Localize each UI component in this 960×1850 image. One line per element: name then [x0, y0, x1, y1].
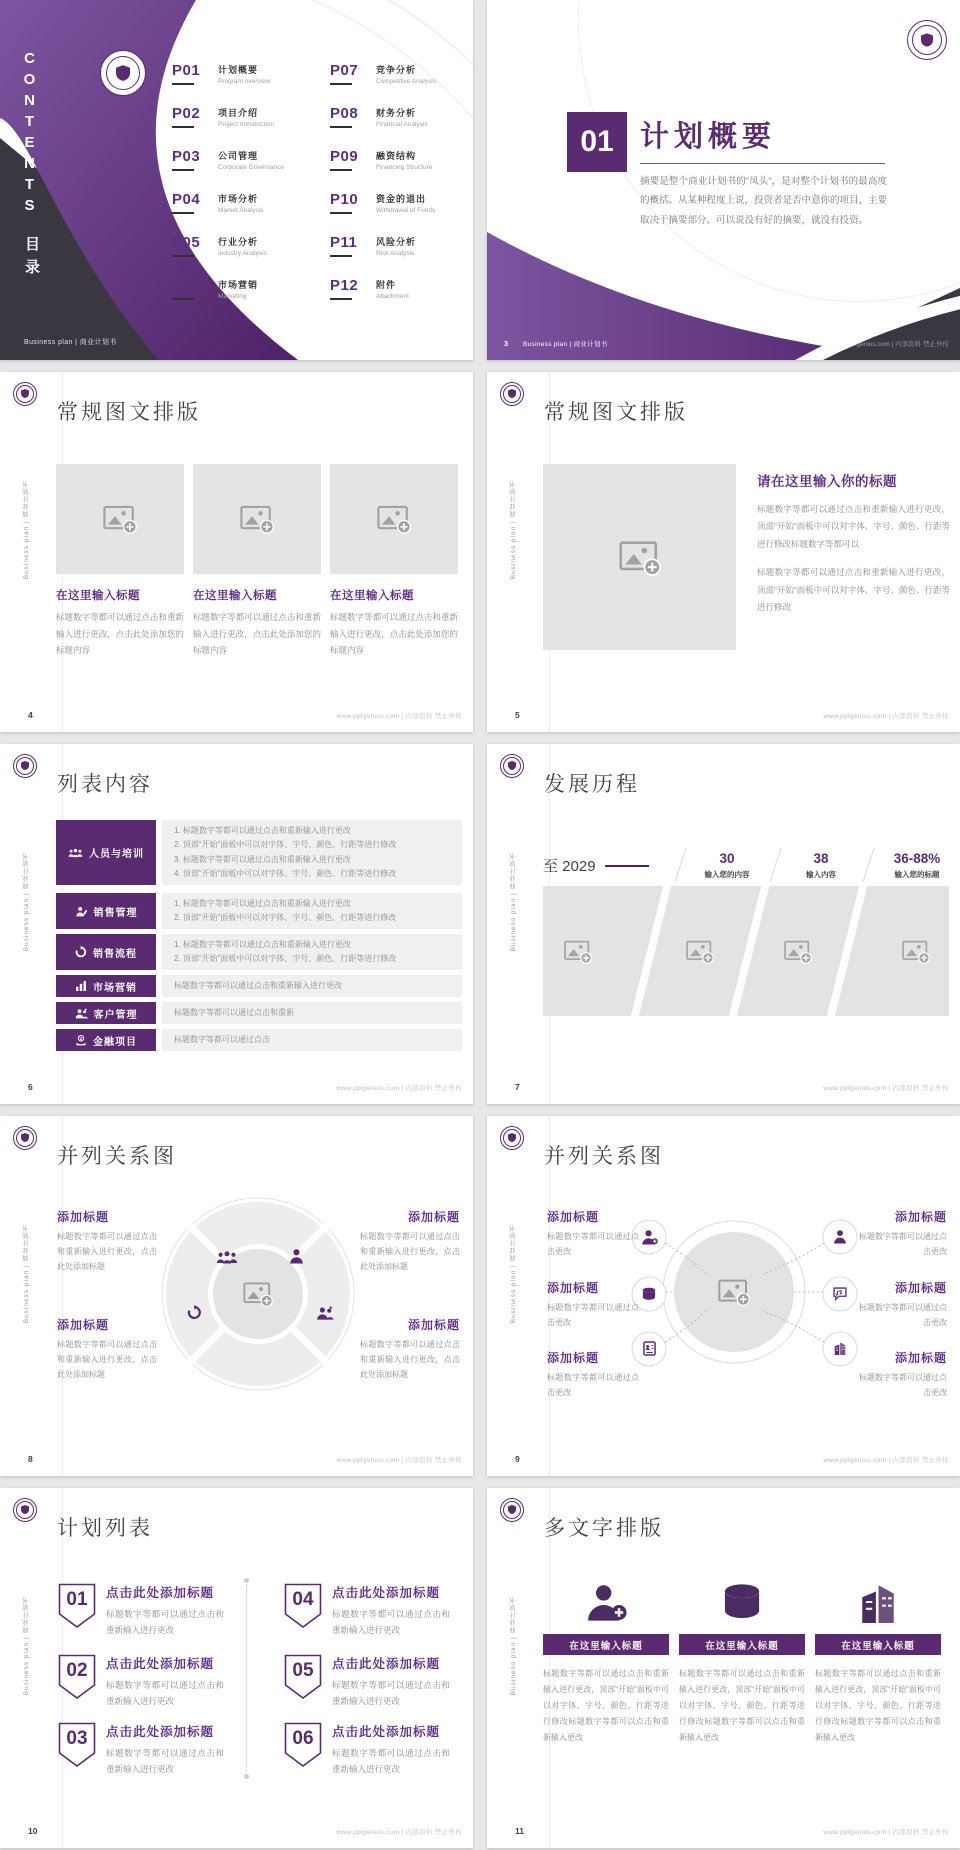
- side-label: Business plan | 商业计划书: [23, 1596, 30, 1696]
- footer-site: www.pptgenius.com | 内部资料 禁止外传: [336, 1085, 462, 1092]
- category-label: 销售管理: [93, 907, 138, 919]
- logo-icon: [13, 382, 37, 406]
- person-plus-icon: [585, 1582, 627, 1622]
- plan-body: 标题数字等都可以通过点击和重新输入进行更改: [106, 1609, 224, 1636]
- slide-title: 常规图文排版: [544, 401, 688, 424]
- plan-body: 标题数字等都可以通过点击和重新输入进行更改: [106, 1680, 224, 1707]
- image-placeholder[interactable]: [193, 464, 321, 574]
- toc-title-en: Corporate Governance: [218, 164, 285, 171]
- text-block: [757, 470, 950, 617]
- toc-item[interactable]: [172, 235, 322, 257]
- slide-plan-list[interactable]: [0, 1488, 473, 1848]
- toc-title-cn: 市场营销: [218, 280, 259, 290]
- side-label: Business plan | 商业计划书: [510, 852, 517, 952]
- list-row: [56, 1029, 462, 1051]
- relation-block: [547, 1208, 639, 1260]
- logo-icon: [13, 1498, 37, 1522]
- column-body: 标题数字等都可以通过点击和重新输入进行更改，顶部“开始”面板中可以对字体、字号、颜色、行距等进行修改标题数字等都可以点击和重新输入更改: [543, 1669, 669, 1742]
- toc-item[interactable]: [330, 192, 473, 214]
- page-number: 4: [28, 710, 33, 720]
- toc-title-cn: 市场分析: [218, 194, 259, 204]
- footer-site: www.pptgenius.com | 内部资料 禁止外传: [336, 713, 462, 720]
- slide-title: 并列关系图: [544, 1145, 664, 1168]
- slide-contents[interactable]: [0, 0, 473, 360]
- contents-vertical-title: CONTENTS: [21, 50, 38, 218]
- plan-heading: 点击此处添加标题: [106, 1657, 215, 1671]
- list-line: 1. 标题数字等都可以通过点击和重新输入进行更改: [174, 898, 351, 908]
- bar-chart-icon: [75, 981, 87, 991]
- block-body: 标题数字等都可以通过点击和重新输入进行更改，点击此处添加标题: [57, 1232, 157, 1271]
- plan-number: 03: [66, 1728, 88, 1749]
- logo-icon: [500, 1498, 524, 1522]
- block-paragraph: 标题数字等都可以通过点击和重新输入进行更改，顶部“开始”面板中可以对字体、字号、颜色、行距等进行修改: [757, 567, 950, 613]
- plan-item: [284, 1722, 450, 1777]
- list-row: [56, 1002, 462, 1024]
- column-body: 标题数字等都可以通过点击和重新输入进行更改，点击此处添加您的标题内容: [193, 612, 321, 656]
- bottom-swoosh-decoration: [487, 0, 960, 360]
- toc-title-cn: 项目介绍: [218, 108, 259, 118]
- page-number: 9: [515, 1454, 520, 1464]
- block-heading: 添加标题: [894, 1281, 947, 1295]
- page-number: 5: [515, 710, 520, 720]
- slide-title: 常规图文排版: [57, 401, 201, 424]
- toc-title-cn: 公司管理: [218, 151, 259, 161]
- block-heading: 添加标题: [547, 1281, 600, 1295]
- footer-site: www.pptgenius.com | 内部资料 禁止外传: [832, 341, 949, 348]
- toc-item[interactable]: [330, 235, 473, 257]
- toc-title-en: Industry Analysis: [218, 250, 267, 257]
- block-body: 标题数字等都可以通过点击和重新输入进行更改，点击此处添加标题: [360, 1232, 460, 1271]
- list-lines: [162, 934, 462, 970]
- relation-block: [360, 1208, 460, 1274]
- shield-icon: [116, 65, 130, 81]
- list-line: 3. 标题数字等都可以通过点击和重新输入进行更改: [174, 854, 351, 864]
- shield-icon: [21, 761, 29, 770]
- toc-title-en: Project Introduction: [218, 121, 275, 128]
- category-label: 金融项目: [93, 1036, 137, 1048]
- year-dash: [605, 865, 649, 867]
- plan-body: 标题数字等都可以通过点击和重新输入进行更改: [332, 1748, 450, 1775]
- toc-item[interactable]: [172, 106, 322, 128]
- process-cycle-icon: [75, 946, 87, 958]
- image-text-column: [193, 464, 321, 659]
- shield-icon: [508, 1505, 516, 1514]
- toc-underline: [330, 126, 352, 128]
- relation-block: [360, 1316, 460, 1382]
- block-body: 标题数字等都可以通过点击更改: [859, 1373, 947, 1397]
- category-label: 市场营销: [93, 982, 137, 994]
- list-line: 2. 顶部“开始”面板中可以对字体、字号、颜色、行距等进行修改: [174, 954, 397, 963]
- toc-title-cn: 融资结构: [376, 151, 417, 161]
- list-category[interactable]: [56, 893, 156, 929]
- image-placeholder-icon: [902, 939, 930, 964]
- building-icon: [857, 1581, 899, 1623]
- list-category[interactable]: [56, 1029, 156, 1051]
- list-line: 标题数字等都可以通过点击: [174, 1034, 270, 1044]
- column-heading: 在这里输入标题: [330, 590, 414, 602]
- list-category[interactable]: [56, 1002, 156, 1024]
- list-row: [56, 820, 462, 885]
- toc-item[interactable]: [172, 149, 322, 171]
- toc-underline: [172, 83, 194, 85]
- toc-number: P02: [172, 105, 201, 122]
- block-heading: 请在这里输入你的标题: [757, 474, 897, 489]
- toc-title-cn: 竞争分析: [376, 65, 417, 75]
- chapter-title: 计划概要: [640, 121, 777, 153]
- plan-number: 04: [292, 1589, 314, 1610]
- toc-underline: [172, 255, 194, 257]
- image-text-column: [330, 464, 458, 659]
- footer-site: www.pptgenius.com | 内部资料 禁止外传: [823, 1457, 949, 1464]
- toc-title-en: Attachment: [376, 293, 409, 300]
- toc-number: P12: [330, 277, 359, 294]
- relation-block: [57, 1208, 157, 1274]
- timeline-image-band: [543, 886, 949, 1016]
- list-row: [56, 975, 462, 997]
- toc-title-en: Withdrawal of Funds: [376, 207, 436, 214]
- relation-block: [855, 1208, 947, 1260]
- timeline-stat: [685, 851, 769, 880]
- column-body: 标题数字等都可以通过点击和重新输入进行更改，点击此处添加您的标题内容: [56, 612, 184, 656]
- page-number: 10: [28, 1826, 38, 1836]
- cover-swoosh-decoration: [0, 0, 473, 360]
- list-lines: [162, 820, 462, 885]
- toc-title-cn: 风险分析: [376, 237, 417, 247]
- chapter-summary: 摘要是整个商业计划书的“凤头”，是对整个计划书的最高度的概括。从某种程度上说，投资者是否中意你的项目，主要取决于摘要部分。可以说没有好的摘要，就没有投资。: [640, 176, 888, 226]
- toc-title-cn: 计划概要: [218, 65, 259, 75]
- column-header-bar: 在这里输入标题: [679, 1634, 805, 1655]
- toc-item[interactable]: [172, 63, 322, 85]
- list-category[interactable]: [56, 975, 156, 997]
- plan-item: [284, 1654, 450, 1709]
- cover-footer-brand: Business plan | 商业计划书: [24, 339, 117, 346]
- logo-icon: [500, 754, 524, 778]
- image-placeholder-icon: [240, 504, 274, 534]
- slide-development-history[interactable]: [487, 744, 960, 1104]
- shield-icon: [508, 389, 516, 398]
- block-body: 标题数字等都可以通过点击更改: [859, 1232, 947, 1256]
- block-paragraph: 标题数字等都可以通过点击和重新输入进行更改，顶部“开始”面板中可以对字体、字号、颜色、行距等进行修改标题数字等都可以: [757, 504, 950, 549]
- block-body: 标题数字等都可以通过点击更改: [547, 1373, 639, 1397]
- block-body: 标题数字等都可以通过点击更改: [859, 1303, 947, 1327]
- slide-section-header[interactable]: [487, 0, 960, 360]
- page-number: 11: [515, 1826, 524, 1836]
- text-column: [815, 1576, 941, 1746]
- divider-dot: [244, 1774, 249, 1779]
- toc-title-en: Competitive Analysis: [376, 78, 436, 85]
- list-line: 4. 顶部“开始”面板中可以对字体、字号、颜色、行距等进行修改: [174, 868, 397, 878]
- text-column: [679, 1576, 805, 1746]
- block-body: 标题数字等都可以通过点击和重新输入进行更改，点击此处添加标题: [360, 1340, 460, 1379]
- image-placeholder-icon: [103, 504, 137, 534]
- plan-item: [58, 1654, 224, 1709]
- logo-icon: [500, 382, 524, 406]
- block-body: 标题数字等都可以通过点击更改: [547, 1303, 639, 1327]
- slide-image-text-3col[interactable]: [0, 372, 473, 732]
- stat-value: 38: [813, 851, 829, 866]
- toc-title-en: Risk Analysis: [376, 250, 415, 257]
- finance-icon: [75, 1035, 87, 1046]
- stat-value: 36-88%: [893, 851, 941, 866]
- toc-number: P10: [330, 191, 359, 208]
- toc-title-cn: 财务分析: [376, 108, 417, 118]
- ring-diagram: [0, 1116, 473, 1476]
- timeline-year: [543, 855, 649, 876]
- relation-block: [855, 1349, 947, 1401]
- stat-label: 输入您的标题: [894, 870, 940, 879]
- toc-item[interactable]: [330, 149, 473, 171]
- plan-number: 01: [66, 1589, 88, 1610]
- toc-title-en: Program overview: [218, 78, 271, 85]
- list-line: 2. 顶部“开始”面板中可以对字体、字号、颜色、行距等进行修改: [174, 840, 397, 850]
- toc-title-en: Marketing: [218, 293, 247, 300]
- image-text-column: [56, 464, 184, 659]
- logo-icon: [13, 754, 37, 778]
- toc-number: P01: [172, 62, 201, 79]
- column-heading: 在这里输入标题: [193, 590, 277, 602]
- relation-block: [57, 1316, 157, 1382]
- toc-item[interactable]: [172, 192, 322, 214]
- block-heading: 添加标题: [547, 1210, 600, 1224]
- block-heading: 添加标题: [407, 1210, 460, 1224]
- image-placeholder[interactable]: [330, 464, 458, 574]
- plan-heading: 点击此处添加标题: [106, 1586, 215, 1600]
- relation-block: [547, 1279, 639, 1331]
- plan-heading: 点击此处添加标题: [332, 1586, 441, 1600]
- contents-vertical-subtitle: 目录: [23, 236, 40, 282]
- shield-icon: [21, 389, 29, 398]
- toc-item[interactable]: [172, 278, 322, 300]
- toc-title-cn: 附件: [376, 280, 397, 290]
- plan-heading: 点击此处添加标题: [332, 1657, 441, 1671]
- toc-number: P07: [330, 62, 359, 79]
- side-label: Business plan | 商业计划书: [23, 480, 30, 580]
- plan-body: 标题数字等都可以通过点击和重新输入进行更改: [106, 1748, 224, 1775]
- footer-site: www.pptgenius.com | 内部资料 禁止外传: [823, 1085, 949, 1092]
- slide-parallel-relation-ring[interactable]: [0, 1116, 473, 1476]
- plan-number: 05: [292, 1660, 314, 1681]
- toc-item[interactable]: [330, 106, 473, 128]
- stat-label: 输入内容: [806, 870, 836, 879]
- timeline-stat: [779, 851, 863, 880]
- footer-site: www.pptgenius.com | 内部资料 禁止外传: [823, 713, 949, 720]
- list-category[interactable]: [56, 934, 156, 970]
- plan-heading: 点击此处添加标题: [332, 1725, 441, 1739]
- toc-underline: [330, 298, 352, 300]
- toc-number: P05: [172, 234, 201, 251]
- block-body: 标题数字等都可以通过点击更改: [547, 1232, 639, 1256]
- category-label: 客户管理: [93, 1009, 138, 1021]
- image-placeholder[interactable]: [543, 464, 736, 650]
- relation-block: [547, 1349, 639, 1401]
- stat-divider: [862, 848, 874, 883]
- footer-site: www.pptgenius.com | 内部资料 禁止外传: [823, 1829, 949, 1836]
- column-header-bar: 在这里输入标题: [815, 1634, 941, 1655]
- toc-underline: [172, 126, 194, 128]
- shield-icon: [21, 1505, 29, 1514]
- toc-underline: [172, 298, 194, 300]
- footer-brand: Business plan | 商业计划书: [523, 341, 608, 348]
- toc-underline: [330, 255, 352, 257]
- column-body: 标题数字等都可以通过点击和重新输入进行更改，顶部“开始”面板中可以对字体、字号、颜色、行距等进行修改标题数字等都可以点击和重新输入更改: [679, 1669, 805, 1742]
- toc-number: P03: [172, 148, 201, 165]
- block-body: 标题数字等都可以通过点击和重新输入进行更改，点击此处添加标题: [57, 1340, 157, 1379]
- plan-item: [284, 1583, 450, 1638]
- chapter-number: 01: [567, 112, 627, 172]
- toc-title-en: Market Analysis: [218, 207, 264, 214]
- slide-title: 发展历程: [544, 773, 640, 796]
- block-heading: 添加标题: [894, 1210, 947, 1224]
- block-heading: 添加标题: [894, 1351, 947, 1365]
- plan-number: 06: [292, 1728, 314, 1749]
- toc-number: P11: [330, 234, 358, 251]
- block-heading: 添加标题: [57, 1318, 110, 1332]
- stat-label: 输入您的内容: [704, 870, 750, 879]
- toc-underline: [330, 212, 352, 214]
- stat-value: 30: [719, 851, 735, 866]
- toc-title-en: Financial Analysis: [376, 121, 428, 128]
- slide-parallel-relation-satellite[interactable]: [487, 1116, 960, 1476]
- relation-block: [855, 1279, 947, 1331]
- list-line: 标题数字等都可以通过点击和重新输入进行更改: [174, 980, 342, 990]
- toc-title-cn: 资金的退出: [376, 194, 427, 204]
- toc-item[interactable]: [330, 278, 473, 300]
- toc-item[interactable]: [330, 63, 473, 85]
- side-label: Business plan | 商业计划书: [510, 1596, 517, 1696]
- plan-number: 02: [66, 1660, 88, 1681]
- slide-title: 并列关系图: [57, 1145, 177, 1168]
- category-label: 人员与培训: [89, 849, 144, 860]
- toc-underline: [172, 169, 194, 171]
- slide-multi-text[interactable]: [487, 1488, 960, 1848]
- column-heading: 在这里输入标题: [56, 590, 140, 602]
- list-lines: [162, 1029, 462, 1051]
- block-heading: 添加标题: [547, 1351, 600, 1365]
- image-placeholder-icon: [784, 939, 812, 964]
- side-label: Business plan | 商业计划书: [510, 480, 517, 580]
- toc-number: P09: [330, 148, 359, 165]
- list-line: 1. 标题数字等都可以通过点击和重新输入进行更改: [174, 939, 351, 949]
- page-number: 3: [504, 339, 509, 348]
- text-column: [543, 1576, 669, 1746]
- column-body: 标题数字等都可以通过点击和重新输入进行更改，顶部“开始”面板中可以对字体、字号、颜色、行距等进行修改标题数字等都可以点击和重新输入更改: [815, 1669, 941, 1742]
- list-line: 1. 标题数字等都可以通过点击和重新输入进行更改: [174, 825, 351, 835]
- image-placeholder-icon: [564, 939, 592, 964]
- shield-icon: [508, 761, 516, 770]
- page-number: 8: [28, 1454, 33, 1464]
- slide-title: 列表内容: [57, 773, 153, 796]
- image-placeholder-icon: [619, 539, 661, 576]
- column-header-bar: 在这里输入标题: [543, 1634, 669, 1655]
- side-label: Business plan | 商业计划书: [510, 1224, 517, 1324]
- list-lines: [162, 1002, 462, 1024]
- footer-site: www.pptgenius.com | 内部资料 禁止外传: [336, 1457, 462, 1464]
- divider-dot: [244, 1578, 249, 1583]
- plan-body: 标题数字等都可以通过点击和重新输入进行更改: [332, 1609, 450, 1636]
- plan-item: [58, 1583, 224, 1638]
- image-placeholder-icon: [377, 504, 411, 534]
- list-line: 2. 顶部“开始”面板中可以对字体、字号、颜色、行距等进行修改: [174, 913, 397, 922]
- list-line: 标题数字等都可以通过点击和重新: [174, 1007, 294, 1017]
- side-label: Business plan | 商业计划书: [23, 852, 30, 952]
- slide-title: 计划列表: [57, 1517, 153, 1540]
- toc-title-en: Financing Structure: [376, 164, 433, 171]
- block-heading: 添加标题: [407, 1318, 460, 1332]
- salesperson-icon: [75, 906, 88, 917]
- plan-body: 标题数字等都可以通过点击和重新输入进行更改: [332, 1680, 450, 1707]
- logo-icon: [100, 50, 146, 96]
- toc-underline: [172, 212, 194, 214]
- list-category[interactable]: [56, 820, 156, 885]
- page-number: 7: [515, 1082, 520, 1092]
- slide-list-content[interactable]: [0, 744, 473, 1104]
- plan-heading: 点击此处添加标题: [106, 1725, 215, 1739]
- side-label: Business plan | 商业计划书: [23, 1224, 30, 1324]
- plan-item: [58, 1722, 224, 1777]
- page-number: 6: [28, 1082, 33, 1092]
- list-lines: [162, 893, 462, 929]
- toc-number: P04: [172, 191, 201, 208]
- logo-inner-ring: [106, 56, 141, 91]
- toc-title-cn: 行业分析: [218, 237, 259, 247]
- footer-site: www.pptgenius.com | 内部资料 禁止外传: [336, 1829, 462, 1836]
- list-lines: [162, 975, 462, 997]
- column-body: 标题数字等都可以通过点击和重新输入进行更改，点击此处添加您的标题内容: [330, 612, 458, 656]
- database-icon: [720, 1582, 764, 1622]
- timeline-stat: [875, 851, 959, 880]
- image-placeholder[interactable]: [56, 464, 184, 574]
- toc-number: P08: [330, 105, 359, 122]
- list-row: [56, 934, 462, 970]
- toc-underline: [330, 83, 352, 85]
- team-icon: [68, 848, 83, 858]
- category-label: 销售流程: [93, 948, 137, 960]
- center-dotted-divider: [246, 1584, 247, 1772]
- slide-image-text-1col[interactable]: [487, 372, 960, 732]
- list-row: [56, 893, 462, 929]
- customers-icon: [75, 1008, 88, 1019]
- block-heading: 添加标题: [57, 1210, 110, 1224]
- toc-underline: [330, 169, 352, 171]
- slide-title: 多文字排版: [544, 1517, 664, 1540]
- image-placeholder-icon: [686, 939, 714, 964]
- toc-number: P06: [172, 277, 201, 294]
- year-text: 至 2029: [543, 858, 596, 875]
